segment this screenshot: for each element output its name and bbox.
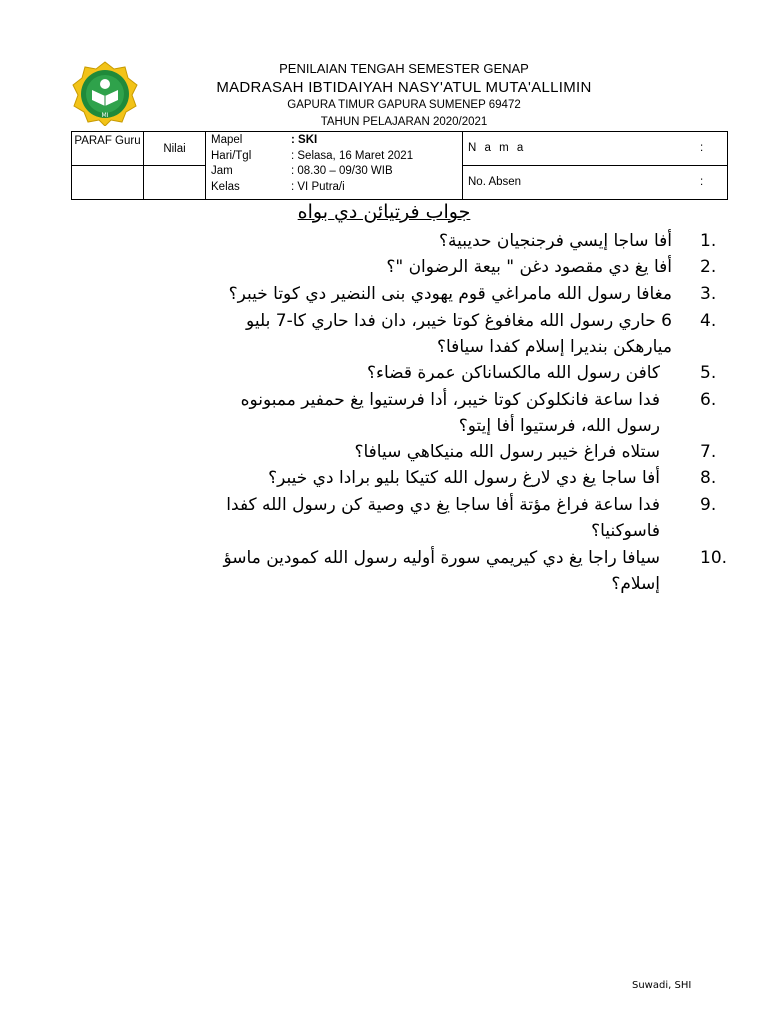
question-text: ميارهكن بنديرا إسلام كفدا سيافا؟ bbox=[436, 337, 672, 357]
question-item bbox=[0, 308, 768, 360]
question-number: 1. bbox=[700, 231, 717, 251]
question-text: فاسوكنيا؟ bbox=[591, 521, 660, 541]
question-number: 9. bbox=[700, 495, 717, 515]
paraf-guru-box bbox=[72, 166, 144, 200]
logo-text: MI bbox=[101, 112, 109, 119]
school-year: TAHUN PELAJARAN 2020/2021 bbox=[320, 116, 488, 128]
absen-label: No. Absen bbox=[468, 176, 522, 188]
question-number: 7. bbox=[700, 442, 717, 462]
question-text: فدا ساعة فراغ مؤتة أفا ساجا يغ دي وصية كن رسول الله كفدا bbox=[226, 495, 660, 515]
question-item bbox=[0, 387, 768, 439]
jam-label: Jam bbox=[211, 165, 233, 177]
school-name: MADRASAH IBTIDAIYAH NASY'ATUL MUTA'ALLIMIN bbox=[216, 79, 592, 96]
student-identity bbox=[463, 132, 728, 200]
question-item bbox=[0, 281, 768, 307]
question-text: أفا ساجا إيسي فرجنجيان حديبية؟ bbox=[438, 231, 672, 251]
question-number: 10. bbox=[700, 548, 728, 568]
jam-value: : 08.30 – 09/30 WIB bbox=[291, 165, 393, 177]
instructions-title: جواب فرتيائن دي بواه bbox=[297, 201, 471, 223]
question-item bbox=[0, 545, 768, 597]
question-number: 8. bbox=[700, 468, 717, 488]
question-text: أفا يغ دي مقصود دغن " بيعة الرضوان "؟ bbox=[386, 257, 672, 277]
paraf-guru-label: PARAF Guru bbox=[72, 132, 144, 166]
question-item bbox=[0, 492, 768, 544]
hari-value: : Selasa, 16 Maret 2021 bbox=[291, 149, 414, 162]
nilai-label: Nilai bbox=[144, 132, 206, 166]
question-text: مغافا رسول الله مامراغي قوم يهودي بنى النضير دي كوتا خيبر؟ bbox=[228, 284, 672, 304]
absen-field[interactable]: : bbox=[700, 176, 704, 188]
kelas-value: : VI Putra/i bbox=[291, 180, 345, 193]
exam-details bbox=[206, 132, 463, 200]
nama-label: N a m a bbox=[468, 142, 526, 154]
nama-field[interactable]: : bbox=[700, 142, 704, 154]
question-number: 5. bbox=[700, 363, 717, 383]
nilai-box bbox=[144, 166, 206, 200]
teacher-signature: Suwadi, SHI bbox=[632, 980, 692, 991]
kelas-label: Kelas bbox=[211, 180, 240, 193]
question-item bbox=[0, 254, 768, 280]
hari-label: Hari/Tgl bbox=[211, 149, 252, 162]
question-text: رسول الله، فرستيوا أفا إيتو؟ bbox=[458, 416, 660, 436]
question-item bbox=[0, 465, 768, 491]
question-number: 2. bbox=[700, 257, 717, 277]
question-text: إسلام؟ bbox=[611, 574, 660, 594]
question-text: كافن رسول الله مالكساناكن عمرة قضاء؟ bbox=[366, 363, 660, 383]
question-text: أفا ساجا يغ دي لارغ رسول الله كتيكا بليو برادا دي خيبر؟ bbox=[268, 468, 660, 488]
question-text: ستلاه فراغ خيبر رسول الله منيكاهي سيافا؟ bbox=[354, 442, 660, 462]
question-text: 6 حاري رسول الله مغافوغ كوتا خيبر، دان فدا حاري كا-7 بليو bbox=[246, 311, 672, 331]
question-item bbox=[0, 360, 768, 386]
question-number: 3. bbox=[700, 284, 717, 304]
mapel-value: : SKI bbox=[291, 134, 318, 146]
question-number: 6. bbox=[700, 390, 717, 410]
school-address: GAPURA TIMUR GAPURA SUMENEP 69472 bbox=[287, 99, 521, 111]
question-number: 4. bbox=[700, 311, 717, 331]
question-item bbox=[0, 439, 768, 465]
question-item bbox=[0, 228, 768, 254]
mapel-label: Mapel bbox=[211, 134, 243, 146]
question-text: فدا ساعة فانكلوكن كوتا خيبر، أدا فرستيوا يغ حمفير ممبونوه bbox=[240, 390, 660, 410]
exam-title: PENILAIAN TENGAH SEMESTER GENAP bbox=[279, 61, 529, 76]
question-text: سيافا راجا يغ دي كيريمي سورة أوليه رسول الله كمودين ماسؤ bbox=[223, 548, 660, 568]
info-table bbox=[71, 131, 728, 200]
